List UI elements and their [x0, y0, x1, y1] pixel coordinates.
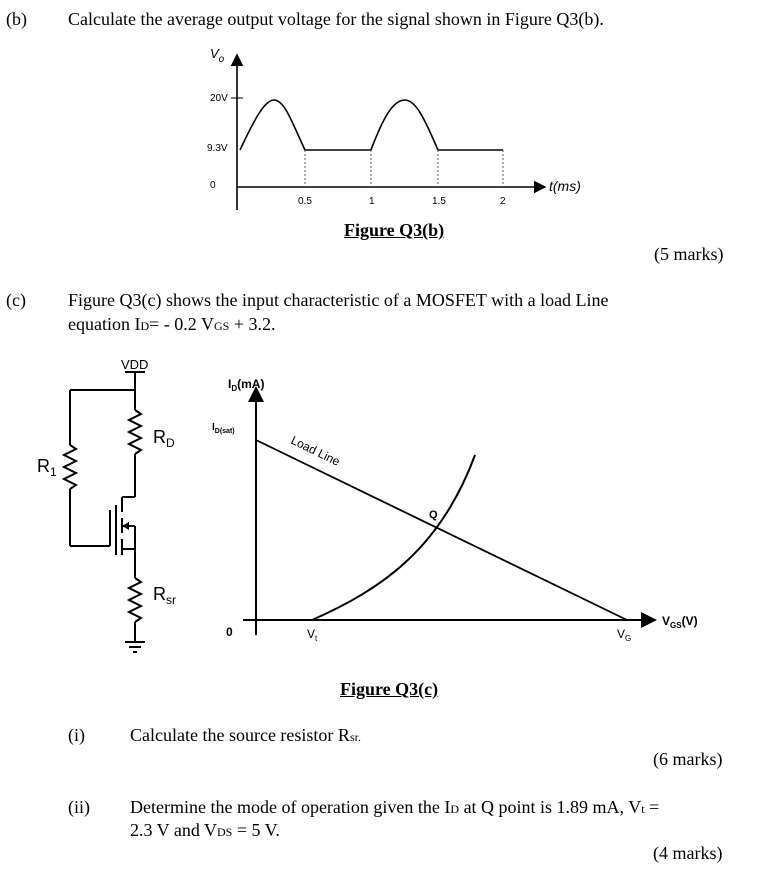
mosfet-circuit-diagram — [25, 350, 225, 660]
q3b-waveform — [240, 100, 503, 150]
vt-label: $V_t$ — [307, 627, 318, 643]
part-b-marks: (5 marks) — [654, 244, 724, 264]
rsr-label: $R_{sr}$ — [153, 584, 176, 607]
sub-ii-label: (ii) — [68, 797, 90, 817]
q3b-xtick-05: 0.5 — [298, 196, 312, 207]
vdd-label: VDD — [121, 357, 149, 372]
id-sat-label: $I_{D(sat)}$ — [212, 422, 235, 435]
q3b-y-label: $V_o$ — [210, 46, 225, 65]
q3b-xtick-1: 1 — [369, 196, 375, 207]
q3b-ytick-0: 0 — [210, 180, 216, 191]
sub-ii-line1: Determine the mode of operation given the ID at Q point is 1.89 mA, Vt = — [130, 797, 660, 817]
sub-ii-line2: 2.3 V and VDS = 5 V. — [130, 820, 280, 840]
q3b-xtick-2: 2 — [500, 196, 506, 207]
id-axis-label: $I_D(mA)$ — [228, 377, 265, 393]
origin-label: 0 — [226, 625, 233, 639]
sub-i-marks: (6 marks) — [653, 749, 723, 769]
q3b-x-label: t(ms) — [549, 178, 581, 194]
q3b-ytick-9v: 9.3V — [207, 143, 228, 154]
sub-i-text: Calculate the source resistor Rsr. — [130, 725, 361, 745]
q3b-xtick-15: 1.5 — [432, 196, 446, 207]
vgs-axis-label: $V_{GS}(V)$ — [662, 614, 698, 630]
part-c-label: (c) — [6, 290, 26, 310]
part-c-line1: Figure Q3(c) shows the input characteristic of a MOSFET with a load Line — [68, 290, 609, 310]
sub-ii-marks: (4 marks) — [653, 843, 723, 863]
r1-resistor — [64, 445, 76, 489]
load-line-label: Load Line — [288, 433, 343, 469]
mosfet-characteristic-graph — [200, 368, 700, 658]
q-point-label: Q — [429, 509, 438, 521]
load-line — [256, 440, 627, 620]
vg-label: $V_G$ — [617, 627, 632, 643]
part-c-line2: equation ID= - 0.2 VGS + 3.2. — [68, 314, 276, 334]
rd-label: $R_D$ — [153, 427, 175, 450]
figure-q3b-caption: Figure Q3(b) — [344, 220, 445, 240]
part-b-question: Calculate the average output voltage for the signal shown in Figure Q3(b). — [68, 9, 604, 29]
part-b-label: (b) — [6, 9, 27, 29]
sub-i-label: (i) — [68, 725, 85, 745]
q3b-ytick-20v: 20V — [210, 93, 228, 104]
figure-q3c-caption: Figure Q3(c) — [340, 679, 439, 699]
rd-resistor — [129, 410, 141, 454]
rsr-resistor — [129, 578, 141, 622]
r1-label: $R_1$ — [37, 456, 57, 479]
